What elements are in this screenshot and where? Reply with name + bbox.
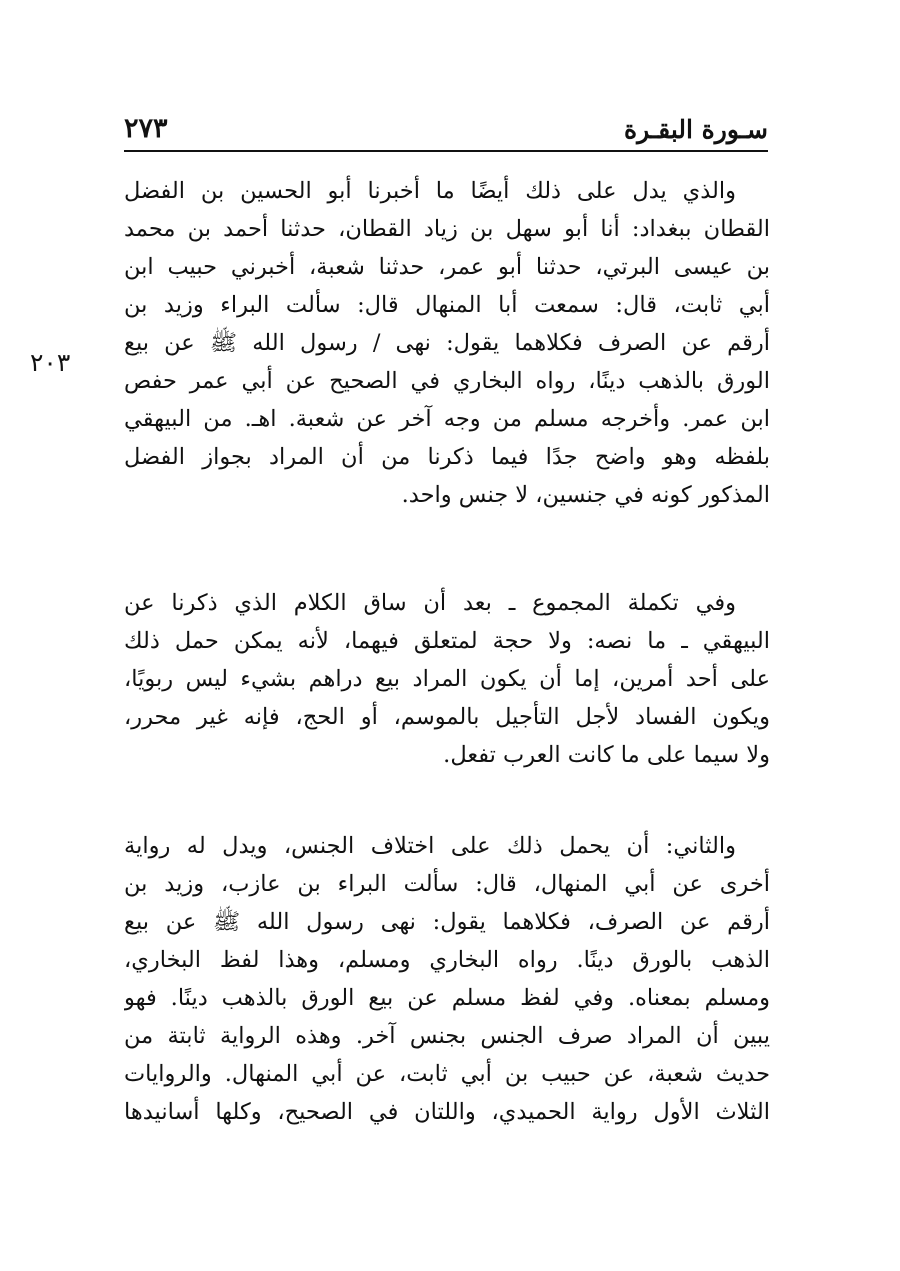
text-line: أبي ثابت، قال: سمعت أبا المنهال قال: سألت البراء وزيد بن (124, 292, 770, 318)
text-line: المذكور كونه في جنسين، لا جنس واحد. (401, 482, 770, 508)
text-line: ويكون الفساد لأجل التأجيل بالموسم، أو الحج، فإنه غير محرر، (124, 704, 770, 730)
text-line: حديث شعبة، عن حبيب بن أبي ثابت، عن أبي المنهال. والروايات (124, 1061, 770, 1087)
text-line: أخرى عن أبي المنهال، قال: سألت البراء بن عازب، وزيد بن (124, 871, 770, 897)
text-line: والذي يدل على ذلك أيضًا ما أخبرنا أبو الحسين بن الفضل (124, 178, 736, 204)
text-line: أرقم عن الصرف، فكلاهما يقول: نهى رسول الله ﷺ عن بيع (124, 909, 770, 935)
paragraph-1 (124, 172, 770, 514)
text-line: بن عيسى البرتي، حدثنا أبو عمر، حدثنا شعبة، أخبرني حبيب ابن (124, 254, 770, 280)
text-line: الثلاث الأول رواية الحميدي، واللتان في الصحيح، وكلها أسانيدها (124, 1099, 770, 1125)
text-line: ولا سيما على ما كانت العرب تفعل. (443, 742, 770, 768)
text-line: الذهب بالورق دينًا. رواه البخاري ومسلم، وهذا لفظ البخاري، (124, 947, 770, 973)
page-number: ٢٧٣ (124, 113, 168, 144)
paragraph-2 (124, 584, 770, 774)
text-line: القطان ببغداد: أنا أبو سهل بن زياد القطان، حدثنا أحمد بن محمد (124, 216, 770, 242)
text-line: الورق بالذهب دينًا، رواه البخاري في الصحيح عن أبي عمر حفص (124, 368, 770, 394)
text-line: والثاني: أن يحمل ذلك على اختلاف الجنس، ويدل له رواية (124, 833, 736, 859)
text-line: أرقم عن الصرف فكلاهما يقول: نهى / رسول الله ﷺ عن بيع (124, 330, 770, 356)
text-line: ومسلم بمعناه. وفي لفظ مسلم عن بيع الورق بالذهب دينًا. فهو (124, 985, 770, 1011)
text-line: البيهقي ـ ما نصه: ولا حجة لمتعلق فيهما، لأنه يمكن حمل ذلك (124, 628, 770, 654)
text-line: يبين أن المراد صرف الجنس بجنس آخر. وهذه الرواية ثابتة من (124, 1023, 770, 1049)
margin-page-reference: ٢٠٣ (30, 348, 71, 377)
paragraph-3 (124, 827, 770, 1131)
text-line: بلفظه وهو واضح جدًا فيما ذكرنا من أن المراد بجواز الفضل (124, 444, 770, 470)
surah-title: سـورة البقـرة (623, 115, 768, 144)
text-line: ابن عمر. وأخرجه مسلم من وجه آخر عن شعبة. اهـ. من البيهقي (124, 406, 770, 432)
page-header (124, 104, 768, 152)
text-line: وفي تكملة المجموع ـ بعد أن ساق الكلام الذي ذكرنا عن (124, 590, 736, 616)
text-line: على أحد أمرين، إما أن يكون المراد بيع دراهم بشيء ليس ربويًا، (124, 666, 770, 692)
